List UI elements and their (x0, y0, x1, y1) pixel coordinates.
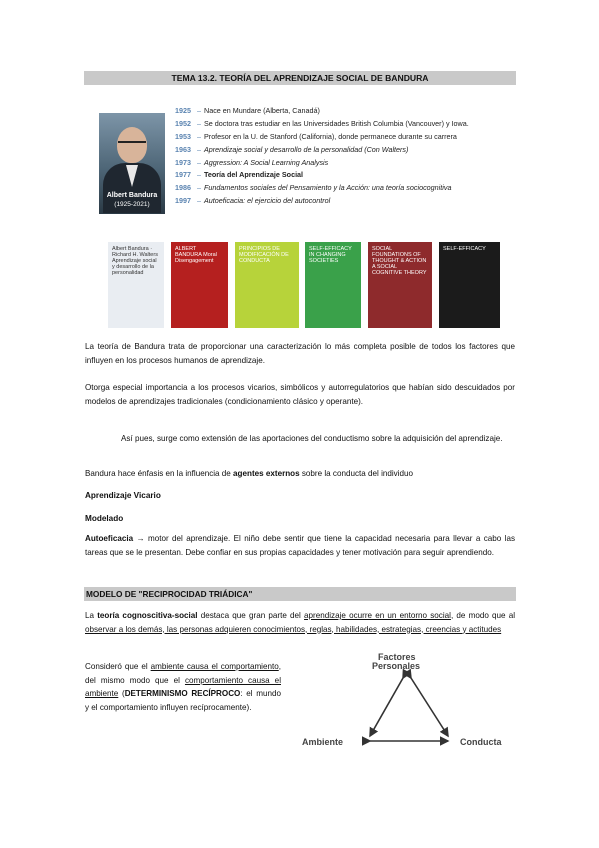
bandura-portrait (99, 113, 165, 214)
timeline-row (175, 105, 515, 118)
timeline-dash-icon: – (197, 131, 201, 141)
timeline-dash-icon: – (197, 106, 201, 115)
heading-modelado: Modelado (85, 514, 124, 523)
text-bold: Autoeficacia (85, 534, 134, 543)
timeline-year: 1986 (175, 183, 191, 193)
text-underlined: aprendizaje ocurre en un entorno social (304, 611, 451, 620)
timeline-text: Teoría del Aprendizaje Social (204, 170, 304, 180)
text: Consideró que el (85, 662, 151, 671)
text: sobre la conducta del individuo (299, 469, 414, 478)
triangle-arrows (300, 652, 515, 754)
text-underlined: comportamiento causa el ambiente (85, 675, 281, 699)
book-cover (439, 242, 500, 328)
book-cover (235, 242, 299, 328)
timeline-year: 1977 (175, 170, 191, 180)
book-cover (171, 242, 228, 328)
timeline-dash-icon: – (197, 118, 201, 128)
book-title: PRINCIPIOS DE MODIFICACIÓN DE CONDUCTA (239, 246, 289, 264)
paragraph-intro: La teoría de Bandura trata de proporcionar una caracterización lo más completa posible de todos los factores que influyen en los procesos humanos de aprendizaje. (85, 342, 515, 365)
timeline-text: Aprendizaje social y desarrollo de la personalidad (Con Walters) (204, 144, 409, 154)
timeline-row (175, 157, 515, 170)
text: La (85, 611, 98, 620)
diagram-label-conducta: Conducta (460, 737, 502, 747)
paragraph-cognitive-social (85, 609, 515, 636)
timeline-dash-icon: – (197, 170, 201, 180)
page-title: TEMA 13.2. TEORÍA DEL APRENDIZAJE SOCIAL DE BANDURA (84, 71, 516, 85)
text-underlined: observar a los demás, las personas adquieren conocimientos, reglas, habilidades, estrategias, creencias y actitudes (85, 624, 502, 634)
timeline (175, 105, 515, 208)
text: ( (118, 689, 125, 699)
portrait-years: (1925-2021) (114, 201, 150, 208)
paragraph-importance: Otorga especial importancia a los procesos vicarios, simbólicos y autorregulatorios que habían sido descuidados por modelos de aprendizajes tradicionales (condicionamiento clásico y operante). (85, 383, 515, 406)
diagram-label-factores: Factores (378, 652, 416, 662)
book-title: Albert Bandura · Richard H. Walters Aprendizaje social y desarrollo de la personalidad (112, 246, 158, 276)
paragraph-extension: Así pues, surge como extensión de las aportaciones del conductismo sobre la adquisición del aprendizaje. (121, 434, 503, 443)
text-bold: DETERMINISMO RECÍPROCO (124, 689, 241, 699)
book-cover (368, 242, 432, 328)
text: destaca que gran parte del (197, 611, 305, 620)
timeline-year: 1997 (175, 196, 191, 206)
timeline-year: 1963 (175, 144, 191, 154)
paragraph-external-agents (85, 467, 515, 481)
timeline-text: Aggression: A Social Learning Analysis (204, 157, 329, 167)
text-underlined: ambiente causa el comportamiento (150, 662, 279, 671)
book-cover (108, 242, 164, 328)
timeline-year: 1925 (175, 106, 191, 115)
arrow-right-edge (411, 678, 448, 736)
text: , de modo que al (450, 611, 516, 620)
portrait-name: Albert Bandura (106, 192, 158, 199)
timeline-text: Profesor en la U. de Stanford (California), donde permanece durante su carrera (204, 131, 457, 141)
heading-vicario: Aprendizaje Vicario (85, 491, 161, 500)
text: : el mundo y el comportamiento influyen recíprocamente). (85, 689, 282, 712)
book-title: ALBERT BANDURA Moral Disengagement (175, 246, 217, 264)
timeline-dash-icon: – (197, 157, 201, 167)
paragraph-autoeficacia (85, 532, 515, 559)
triadic-diagram (300, 652, 515, 754)
timeline-row (175, 169, 515, 182)
diagram-label-personales: Personales (372, 661, 421, 671)
text: Bandura hace énfasis en la influencia de (85, 469, 234, 478)
text: , del mismo modo que el (85, 662, 281, 685)
section-title: MODELO DE "RECIPROCIDAD TRIÁDICA" (84, 587, 516, 601)
text: → motor del aprendizaje. El niño debe sentir que tiene la capacidad necesaria para llevar a cabo las tareas que se le presentan. Debe confiar en sus propias capacidades y tener motivación para seguir aprendiendo. (85, 534, 515, 557)
timeline-text: Autoeficacia: el ejercicio del autocontrol (204, 196, 331, 206)
diagram-label-ambiente: Ambiente (302, 737, 344, 747)
timeline-dash-icon: – (197, 196, 201, 206)
timeline-year: 1953 (175, 131, 191, 141)
timeline-row (175, 144, 515, 157)
timeline-dash-icon: – (197, 144, 201, 154)
timeline-row (175, 182, 515, 195)
timeline-row (175, 118, 515, 131)
book-title: SELF-EFFICACY (443, 246, 486, 252)
timeline-row (175, 195, 515, 208)
arrow-left-edge (370, 678, 403, 736)
timeline-dash-icon: – (197, 183, 201, 193)
timeline-text: Se doctora tras estudiar en las Universidades British Columbia (Vancouver) y Iowa. (204, 118, 469, 128)
timeline-text: Nace en Mundare (Alberta, Canadá) (204, 106, 320, 115)
book-title: SOCIAL FOUNDATIONS OF THOUGHT & ACTION A SOCIAL COGNITIVE THEORY (372, 246, 427, 276)
text-bold: agentes externos (233, 469, 300, 478)
text-bold: teoría cognoscitiva-social (97, 611, 198, 620)
timeline-year: 1952 (175, 118, 191, 128)
timeline-row (175, 131, 515, 144)
book-cover (305, 242, 361, 328)
timeline-text: Fundamentos sociales del Pensamiento y la Acción: una teoría sociocognitiva (204, 183, 452, 193)
paragraph-reciprocal-determinism (85, 660, 281, 714)
book-title: SELF-EFFICACY IN CHANGING SOCIETIES (309, 246, 352, 264)
timeline-year: 1973 (175, 157, 191, 167)
